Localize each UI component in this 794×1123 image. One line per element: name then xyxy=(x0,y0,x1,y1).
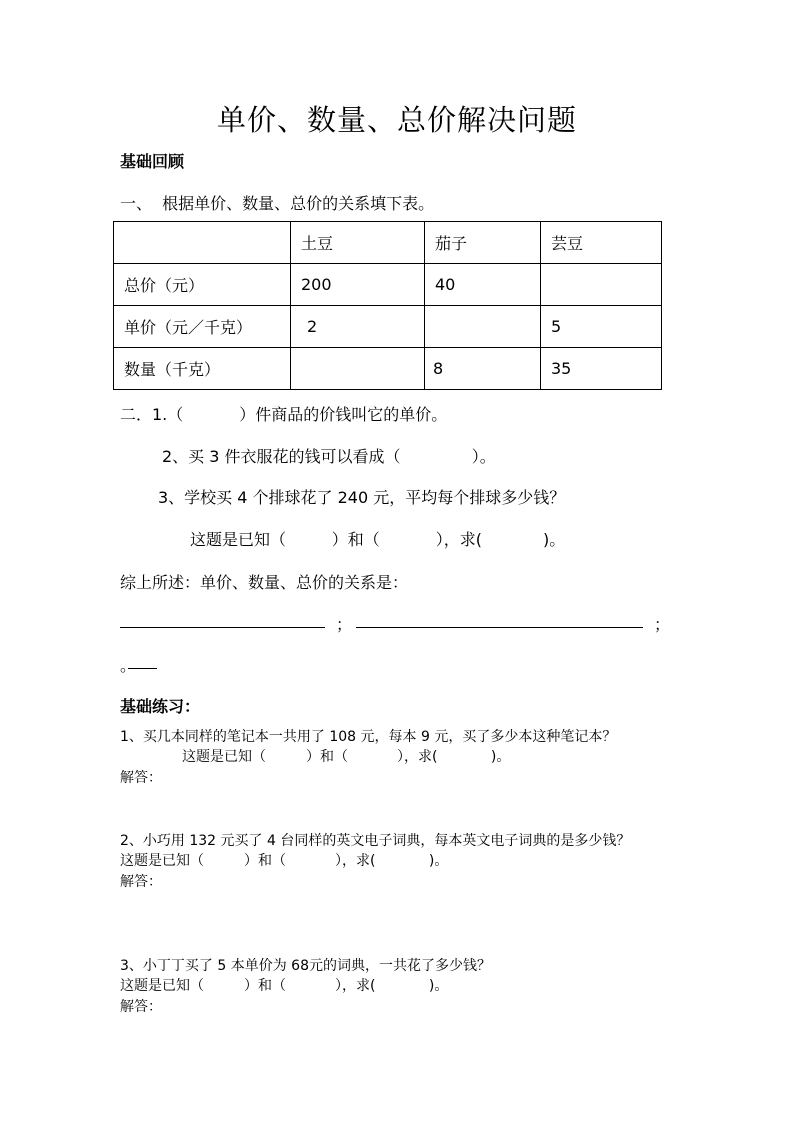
table-cell xyxy=(425,306,541,348)
question-1-text: 一、 根据单价、数量、总价的关系填下表。 xyxy=(120,194,435,213)
answer-blank-line xyxy=(128,668,157,669)
summary-end-mark: 。 xyxy=(120,656,137,675)
table-row xyxy=(114,348,662,390)
table-cell xyxy=(114,222,291,264)
table-cell: 200 xyxy=(291,264,425,306)
summary-text: 综上所述：单价、数量、总价的关系是： xyxy=(120,573,409,592)
section-heading-review: 基础回顾 xyxy=(120,152,185,171)
table-cell: 5 xyxy=(541,306,662,348)
practice-1-question: 1、买几本同样的笔记本一共用了 108 元，每本 9 元，买了多少本这种笔记本？ xyxy=(120,729,617,745)
question-2-line-4: 这题是已知（ ）和（ ），求( )。 xyxy=(190,530,566,549)
table-cell xyxy=(291,348,425,390)
blank-separator: ； xyxy=(654,615,671,634)
relationship-table xyxy=(113,221,662,390)
table-cell: 芸豆 xyxy=(541,222,662,264)
table-cell: 单价（元／千克） xyxy=(114,306,291,348)
practice-3-answer-label: 解答： xyxy=(120,999,162,1015)
page-title: 单价、数量、总价解决问题 xyxy=(216,103,577,137)
practice-2-known: 这题是已知（ ）和（ ），求( )。 xyxy=(120,853,449,869)
section-heading-practice: 基础练习： xyxy=(120,697,201,716)
table-cell: 土豆 xyxy=(291,222,425,264)
question-2-line-2: 2、买 3 件衣服花的钱可以看成（ ）。 xyxy=(162,447,496,466)
table-cell: 40 xyxy=(425,264,541,306)
practice-1-answer-label: 解答： xyxy=(120,770,162,786)
practice-2-answer-label: 解答： xyxy=(120,874,162,890)
table-cell: 总价（元） xyxy=(114,264,291,306)
question-2-line-3: 3、学校买 4 个排球花了 240 元，平均每个排球多少钱？ xyxy=(158,488,566,507)
answer-blank-line xyxy=(120,627,325,628)
table-row xyxy=(114,306,662,348)
table-cell: 数量（千克） xyxy=(114,348,291,390)
practice-1-known: 这题是已知（ ）和（ ），求( )。 xyxy=(182,749,511,765)
practice-2-question: 2、小巧用 132 元买了 4 台同样的英文电子词典，每本英文电子词典的是多少钱？ xyxy=(120,833,631,849)
table-cell xyxy=(541,264,662,306)
table-header-row xyxy=(114,222,662,264)
table-cell: 茄子 xyxy=(425,222,541,264)
table-cell: 2 xyxy=(291,306,425,348)
table-cell: 35 xyxy=(541,348,662,390)
answer-blank-line xyxy=(356,627,643,628)
table-cell: 8 xyxy=(425,348,541,390)
practice-3-known: 这题是已知（ ）和（ ），求( )。 xyxy=(120,978,449,994)
practice-3-question: 3、小丁丁买了 5 本单价为 68元的词典，一共花了多少钱？ xyxy=(120,958,491,974)
question-2-line-1: 二．1.（ ）件商品的价钱叫它的单价。 xyxy=(120,405,448,424)
blank-separator: ； xyxy=(336,615,353,634)
table-row xyxy=(114,264,662,306)
